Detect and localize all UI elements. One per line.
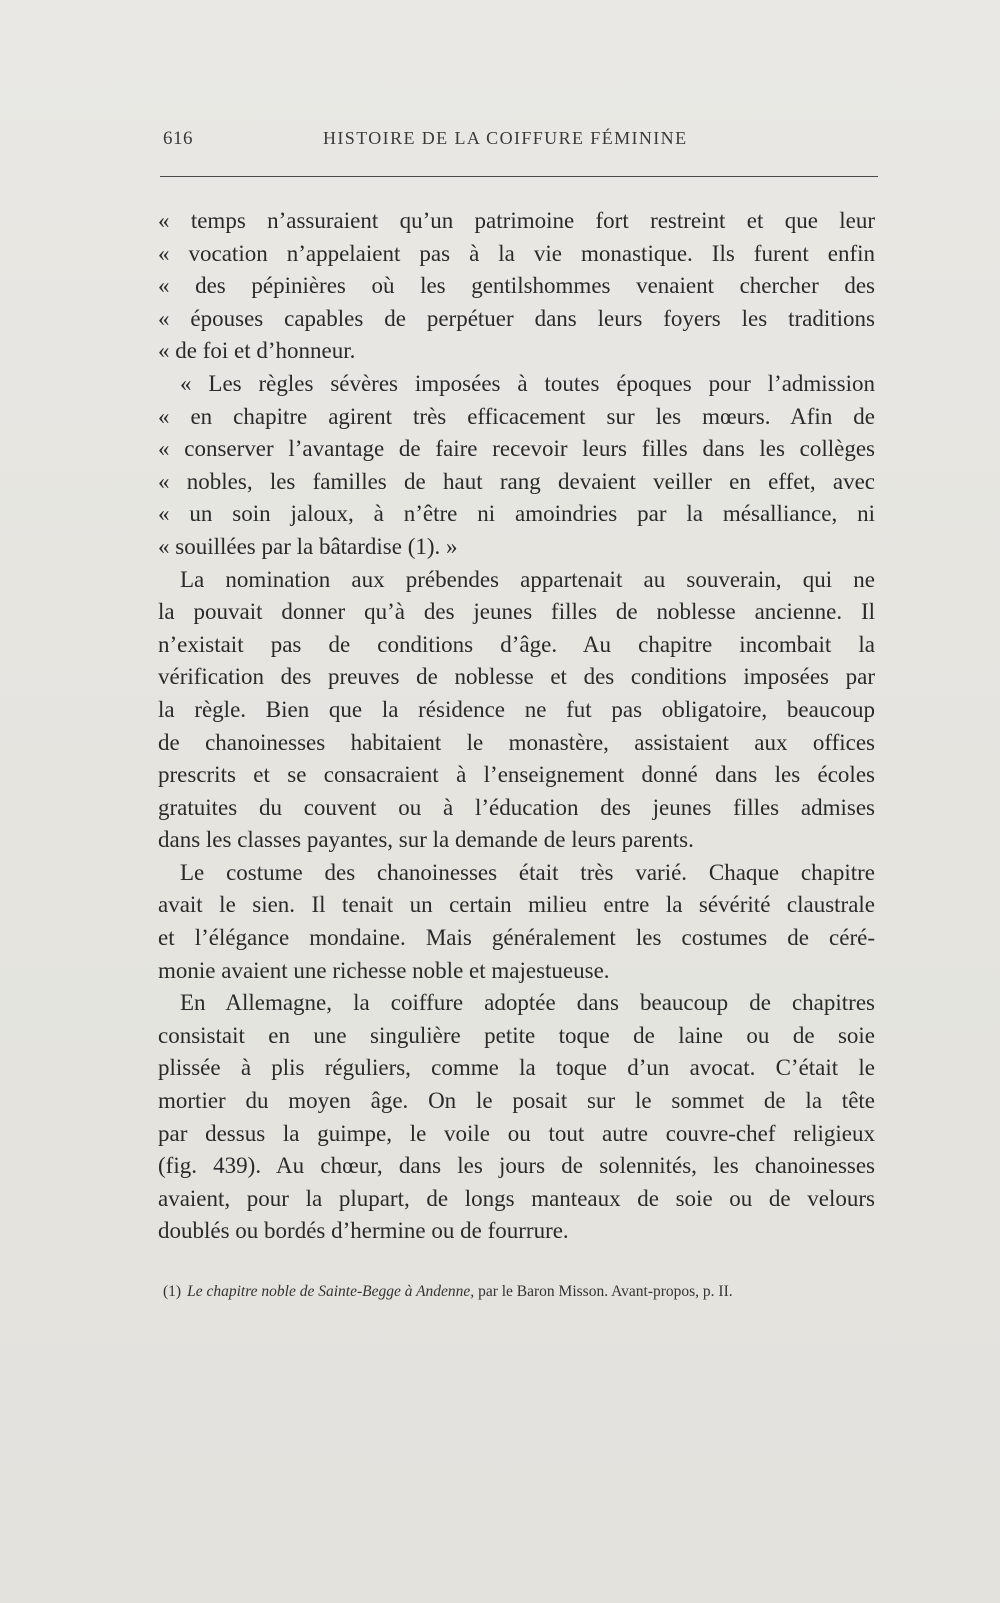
text-line: « un soin jaloux, à n’être ni amoindries par la mésalliance, ni: [158, 501, 875, 527]
text-line: « conserver l’avantage de faire recevoir leurs filles dans les collèges: [158, 436, 875, 462]
footnote: [163, 1283, 875, 1301]
text-line: avait le sien. Il tenait un certain milieu entre la sévérité claustrale: [158, 892, 875, 918]
paragraph-allemagne: [158, 987, 875, 1248]
text-line: « en chapitre agirent très efficacement sur les mœurs. Afin de: [158, 403, 875, 429]
body-text: [158, 205, 875, 1248]
text-line: dans les classes payantes, sur la demande de leurs parents.: [158, 827, 694, 853]
footnote-source-detail: par le Baron Misson. Avant-propos, p. II.: [474, 1283, 733, 1300]
page-number: 616: [163, 128, 193, 149]
text-line: par dessus la guimpe, le voile ou tout autre couvre-chef religieux: [158, 1120, 875, 1146]
text-line: la règle. Bien que la résidence ne fut pas obligatoire, beaucoup: [158, 696, 875, 722]
text-line: La nomination aux prébendes appartenait au souverain, qui ne: [180, 566, 875, 592]
paragraph-nomination: [158, 564, 875, 857]
text-line: « souillées par la bâtardise (1). »: [158, 533, 458, 559]
footnote-source-title: Le chapitre noble de Sainte-Begge à Andenne,: [187, 1283, 475, 1300]
text-line: plissée à plis réguliers, comme la toque d’un avocat. C’était le: [158, 1055, 875, 1081]
running-title: HISTOIRE DE LA COIFFURE FÉMININE: [323, 128, 688, 148]
text-line: vérification des preuves de noblesse et des conditions imposées par: [158, 664, 875, 690]
text-line: « des pépinières où les gentilshommes venaient chercher des: [158, 273, 875, 299]
text-line: « épouses capables de perpétuer dans leurs foyers les traditions: [158, 305, 875, 331]
text-line: doublés ou bordés d’hermine ou de fourrure.: [158, 1218, 569, 1244]
text-line: « temps n’assuraient qu’un patrimoine fort restreint et que leur: [158, 208, 875, 233]
text-line: « de foi et d’honneur.: [158, 338, 356, 364]
text-line: « nobles, les familles de haut rang devaient veiller en effet, avec: [158, 468, 875, 494]
text-line: mortier du moyen âge. On le posait sur le sommet de la tête: [158, 1088, 875, 1114]
page-header: [163, 128, 875, 158]
text-line: monie avaient une richesse noble et majestueuse.: [158, 957, 610, 983]
text-line: En Allemagne, la coiffure adoptée dans beaucoup de chapitres: [180, 990, 875, 1016]
text-line: n’existait pas de conditions d’âge. Au chapitre incombait la: [158, 631, 875, 657]
text-line: avaient, pour la plupart, de longs manteaux de soie ou de velours: [158, 1185, 875, 1211]
text-line: (fig. 439). Au chœur, dans les jours de solennités, les chanoinesses: [158, 1153, 875, 1179]
text-line: Le costume des chanoinesses était très varié. Chaque chapitre: [180, 859, 875, 885]
paragraph-quote-continuation: [158, 205, 875, 368]
header-rule: [160, 176, 878, 177]
text-line: la pouvait donner qu’à des jeunes filles de noblesse ancienne. Il: [158, 599, 875, 625]
paragraph-quote-rules: [158, 368, 875, 564]
paragraph-costume: [158, 857, 875, 987]
text-line: « Les règles sévères imposées à toutes époques pour l’admission: [180, 370, 875, 396]
footnote-marker: (1): [163, 1283, 182, 1300]
text-line: de chanoinesses habitaient le monastère, assistaient aux offices: [158, 729, 875, 755]
text-line: gratuites du couvent ou à l’éducation des jeunes filles admises: [158, 794, 875, 820]
text-line: et l’élégance mondaine. Mais généralement les costumes de céré-: [158, 925, 875, 951]
text-line: prescrits et se consacraient à l’enseignement donné dans les écoles: [158, 762, 875, 788]
text-line: consistait en une singulière petite toque de laine ou de soie: [158, 1022, 875, 1048]
text-line: « vocation n’appelaient pas à la vie monastique. Ils furent enfin: [158, 240, 875, 266]
